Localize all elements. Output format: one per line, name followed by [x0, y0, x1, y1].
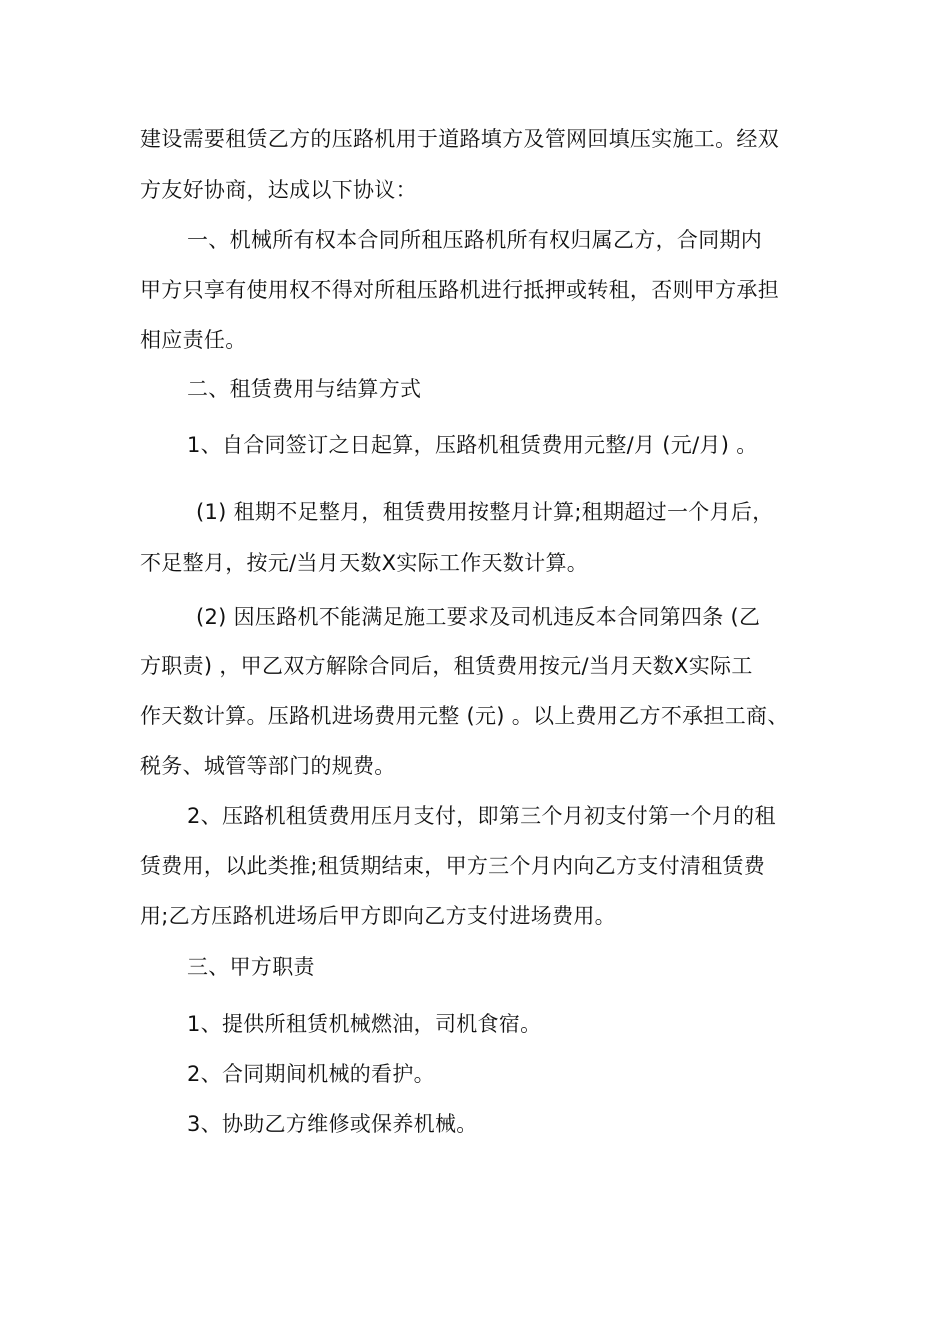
text-line-14: 2、压路机租赁费用压月支付，即第三个月初支付第一个月的租 — [187, 804, 776, 828]
text-line-2: 方友好协商，达成以下协议： — [140, 178, 417, 202]
text-line-18: 1、提供所租赁机械燃油，司机食宿。 — [187, 1012, 542, 1036]
text-line-5: 相应责任。 — [140, 328, 247, 352]
section-heading-3: 三、甲方职责 — [187, 955, 315, 979]
text-line-4: 甲方只享有使用权不得对所租压路机进行抵押或转租，否则甲方承担 — [140, 278, 779, 302]
text-line-19: 2、合同期间机械的看护。 — [187, 1062, 435, 1086]
text-line-13: 税务、城管等部门的规费。 — [140, 754, 396, 778]
text-line-7: 1、自合同签订之日起算，压路机租赁费用元整/月 (元/月) 。 — [187, 433, 758, 457]
text-line-15: 赁费用，以此类推;租赁期结束，甲方三个月内向乙方支付清租赁费 — [140, 854, 766, 878]
text-line-3: 一、机械所有权本合同所租压路机所有权归属乙方，合同期内 — [187, 228, 763, 252]
text-line-16: 用;乙方压路机进场后甲方即向乙方支付进场费用。 — [140, 904, 616, 928]
text-line-8: (1) 租期不足整月，租赁费用按整月计算;租期超过一个月后， — [196, 500, 774, 524]
text-line-10: (2) 因压路机不能满足施工要求及司机违反本合同第四条 (乙 — [196, 605, 761, 629]
text-line-20: 3、协助乙方维修或保养机械。 — [187, 1112, 478, 1136]
text-line-11: 方职责) ，甲乙双方解除合同后，租赁费用按元/当月天数X实际工 — [140, 654, 753, 678]
text-line-1: 建设需要租赁乙方的压路机用于道路填方及管网回填压实施工。经双 — [140, 127, 779, 151]
text-line-9: 不足整月，按元/当月天数X实际工作天数计算。 — [140, 551, 589, 575]
section-heading-2: 二、租赁费用与结算方式 — [187, 377, 422, 401]
text-line-12: 作天数计算。压路机进场费用元整 (元) 。以上费用乙方不承担工商、 — [140, 704, 789, 728]
